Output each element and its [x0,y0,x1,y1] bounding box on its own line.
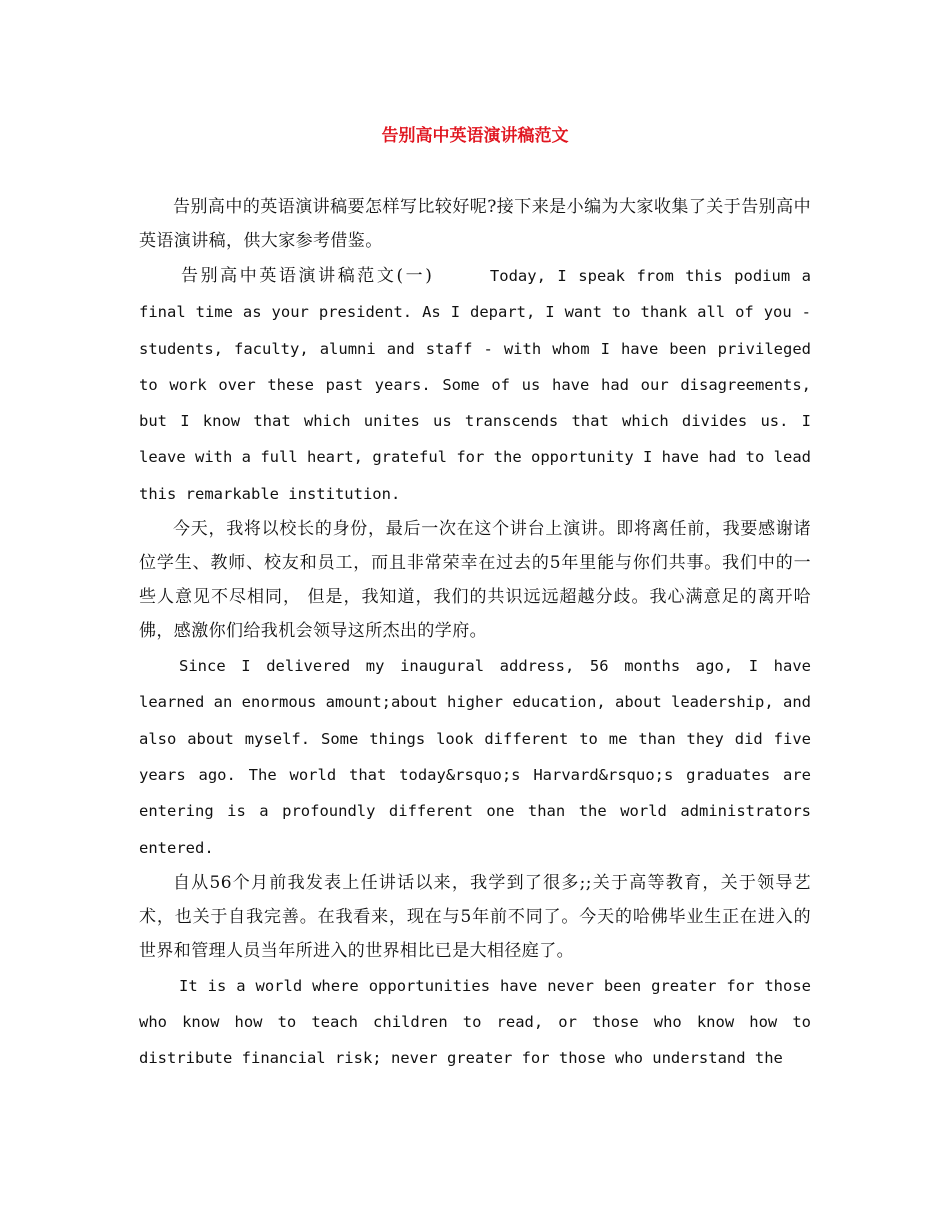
document-title: 告别高中英语演讲稿范文 [381,126,569,146]
english-paragraph-1: Today, I speak from this podium a final time as your president. As I depart, I want to thank all of you - students, faculty, alumni and staff - with whom I have been privileged to work over these past years. Some of us have had our disagreements, but I know that which unites us transcends that which divides us. I leave with a full heart, grateful for the opportunity I have had to lead this remarkable institution. [139,267,811,503]
english-paragraph-3: It is a world where opportunities have never been greater for those who know how to teach children to read, or those who know how to distribute financial risk; never greater for those who understand the [139,976,811,1068]
section-heading: 告别高中英语演讲稿范文(一) [181,266,433,286]
document-body [139,190,811,1077]
section-first-paragraph [139,258,811,512]
chinese-paragraph-1: 今天，我将以校长的身份，最后一次在这个讲台上演讲。即将离任前，我要感谢诸位学生、教师、校友和员工，而且非常荣幸在过去的5年里能与你们共事。我们中的一些人意见不尽相同， 但是，我知道，我们的共识远远超越分歧。我心满意足的离开哈佛，感激你们给我机会领导这所杰出的学府。 [139,519,811,642]
intro-paragraph: 告别高中的英语演讲稿要怎样写比较好呢?接下来是小编为大家收集了关于告别高中英语演讲稿，供大家参考借鉴。 [139,197,811,251]
english-paragraph-2: Since I delivered my inaugural address, 56 months ago, I have learned an enormous amount;about higher education, about leadership, and also about myself. Some things look different to me than they did five years ago. The world that today&rsquo;s Harvard&rsquo;s graduates are entering is a profoundly different one than the world administrators entered. [139,657,811,857]
chinese-paragraph-2: 自从56个月前我发表上任讲话以来，我学到了很多;;关于高等教育，关于领导艺术，也关于自我完善。在我看来，现在与5年前不同了。今天的哈佛毕业生正在进入的世界和管理人员当年所进入的世界相比已是大相径庭了。 [139,872,811,961]
